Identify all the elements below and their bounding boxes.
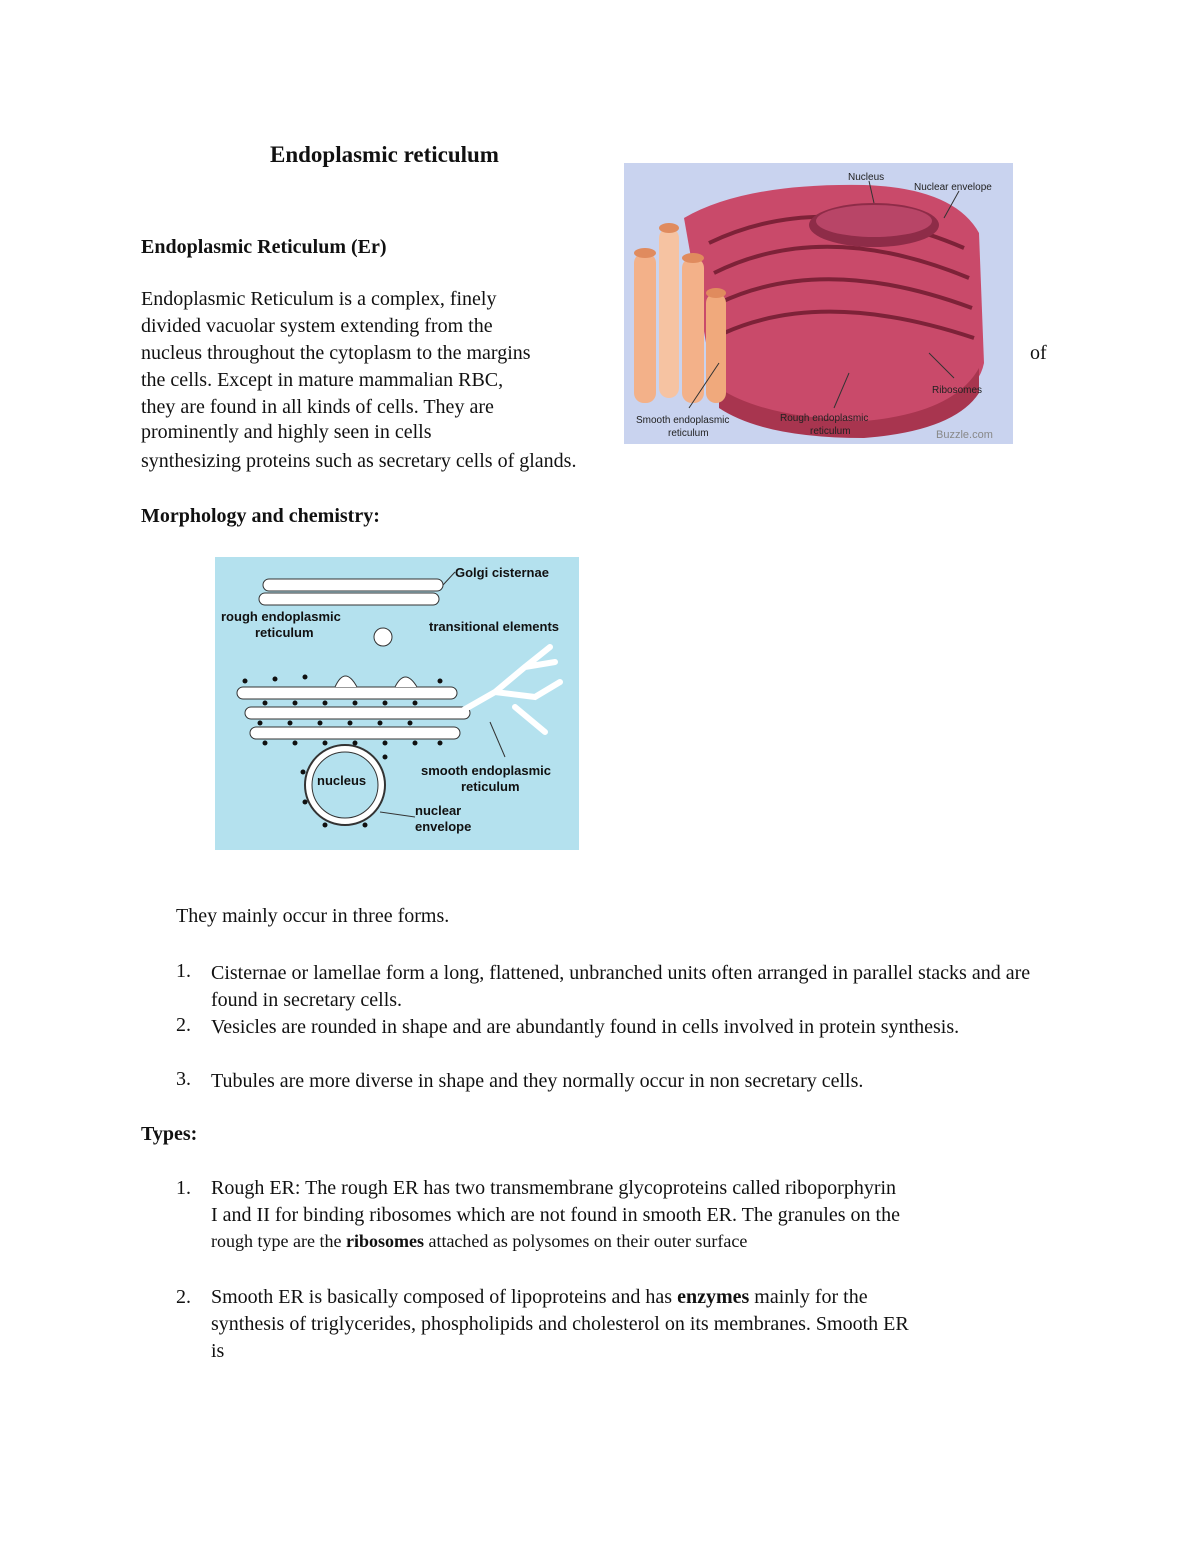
section-heading-types: Types:	[141, 1123, 198, 1145]
er-diagram	[215, 557, 579, 850]
label-rough-er-2: reticulum	[255, 625, 314, 640]
intro-line-of: of	[1030, 342, 1047, 364]
list-item-line: synthesis of triglycerides, phospholipids and cholesterol on its membranes. Smooth ER	[211, 1313, 909, 1335]
watermark-logo: Buzzle.com	[936, 429, 993, 441]
vesicle	[374, 628, 392, 646]
list-item: Cisternae or lamellae form a long, flattened, unbranched units often arranged in parallel stacks and are found in secretary cells.	[211, 962, 1031, 1011]
golgi-cisterna	[263, 579, 443, 591]
list-item-line: is	[211, 1340, 225, 1362]
rough-er-cisterna	[250, 727, 460, 739]
intro-line: they are found in all kinds of cells. They are	[141, 396, 494, 418]
label-transitional: transitional elements	[429, 619, 560, 634]
rough-er-cisterna	[237, 687, 457, 699]
label-rough-er-1: rough endoplasmic	[221, 609, 341, 624]
intro-line: divided vacuolar system extending from the	[141, 315, 493, 337]
label-rough-er-2: reticulum	[810, 426, 851, 437]
list-number: 1.	[176, 1177, 191, 1199]
label-ribosomes: Ribosomes	[932, 385, 983, 396]
term-ribosomes: ribosomes	[345, 1231, 424, 1251]
label-smooth-er-1: smooth endoplasmic	[421, 763, 552, 778]
label-nuclear-envelope: Nuclear envelope	[914, 182, 992, 193]
label-smooth-er-1: Smooth endoplasmic	[636, 415, 730, 426]
label-nucleus: Nucleus	[848, 172, 885, 183]
page-title: Endoplasmic reticulum	[270, 142, 499, 167]
list-item-line: I and II for binding ribosomes which are not found in smooth ER. The granules on the	[211, 1204, 900, 1226]
list-number: 1.	[176, 960, 191, 982]
forms-intro: They mainly occur in three forms.	[176, 905, 450, 927]
list-number: 3.	[176, 1068, 191, 1090]
intro-line: prominently and highly seen in cells	[141, 421, 432, 443]
list-item-line: Smooth ER is basically composed of lipoproteins and has enzymes mainly for the	[211, 1286, 868, 1308]
label-nucleus: nucleus	[317, 773, 367, 788]
golgi-cisterna	[259, 593, 439, 605]
label-smooth-er-2: reticulum	[461, 779, 520, 794]
label-nuclear-2: envelope	[415, 819, 472, 834]
label-nuclear-1: nuclear	[415, 803, 462, 818]
label-golgi: Golgi cisternae	[455, 565, 549, 580]
list-item-line: rough type are the ribosomes attached as polysomes on their outer surface	[211, 1231, 748, 1251]
intro-line: synthesizing proteins such as secretary cells of glands.	[141, 450, 577, 472]
intro-line: nucleus throughout the cytoplasm to the margins	[141, 342, 531, 364]
list-item: Tubules are more diverse in shape and they normally occur in non secretary cells.	[211, 1070, 864, 1092]
er-illustration	[624, 163, 1013, 444]
section-heading-er: Endoplasmic Reticulum (Er)	[141, 236, 387, 258]
label-smooth-er-2: reticulum	[668, 428, 709, 439]
rough-er-cisterna	[245, 707, 470, 719]
list-number: 2.	[176, 1286, 191, 1308]
intro-line: the cells. Except in mature mammalian RBC,	[141, 369, 504, 391]
intro-line: Endoplasmic Reticulum is a complex, finely	[141, 288, 497, 310]
list-item: Vesicles are rounded in shape and are abundantly found in cells involved in protein synthesis.	[211, 1016, 960, 1038]
label-rough-er-1: Rough endoplasmic	[780, 413, 869, 424]
term-enzymes: enzymes	[677, 1286, 750, 1308]
section-heading-morphology: Morphology and chemistry:	[141, 505, 380, 527]
list-number: 2.	[176, 1014, 191, 1036]
list-item-line: Rough ER: The rough ER has two transmembrane glycoproteins called riboporphyrin	[211, 1177, 897, 1199]
